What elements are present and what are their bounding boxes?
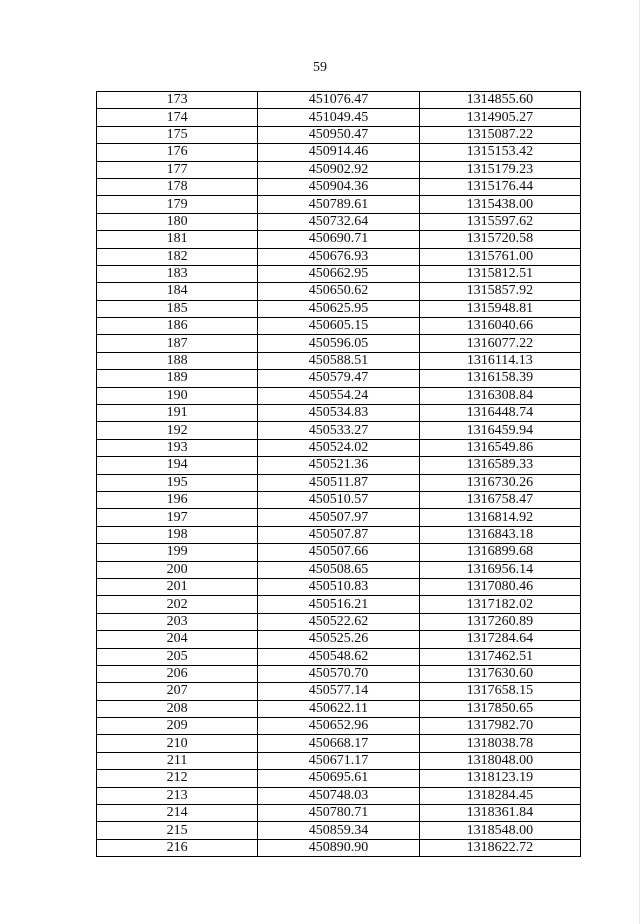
point-number-cell: 178 <box>97 178 258 195</box>
x-coordinate-cell: 451049.45 <box>258 109 419 126</box>
x-coordinate-cell: 450748.03 <box>258 787 419 804</box>
table-row <box>97 387 581 404</box>
point-number-cell: 187 <box>97 335 258 352</box>
x-coordinate-cell: 450516.21 <box>258 596 419 613</box>
table-row <box>97 491 581 508</box>
point-number-cell: 198 <box>97 526 258 543</box>
point-number-cell: 176 <box>97 144 258 161</box>
y-coordinate-cell: 1316730.26 <box>419 474 580 491</box>
point-number-cell: 181 <box>97 231 258 248</box>
x-coordinate-cell: 450521.36 <box>258 457 419 474</box>
table-row <box>97 805 581 822</box>
point-number-cell: 179 <box>97 196 258 213</box>
table-row <box>97 265 581 282</box>
point-number-cell: 183 <box>97 265 258 282</box>
table-row <box>97 109 581 126</box>
table-row <box>97 718 581 735</box>
y-coordinate-cell: 1316843.18 <box>419 526 580 543</box>
y-coordinate-cell: 1317080.46 <box>419 578 580 595</box>
point-number-cell: 204 <box>97 631 258 648</box>
point-number-cell: 216 <box>97 839 258 856</box>
y-coordinate-cell: 1317982.70 <box>419 718 580 735</box>
x-coordinate-cell: 450510.83 <box>258 578 419 595</box>
point-number-cell: 214 <box>97 805 258 822</box>
y-coordinate-cell: 1317260.89 <box>419 613 580 630</box>
table-row <box>97 544 581 561</box>
x-coordinate-cell: 450914.46 <box>258 144 419 161</box>
y-coordinate-cell: 1315087.22 <box>419 126 580 143</box>
point-number-cell: 177 <box>97 161 258 178</box>
y-coordinate-cell: 1316589.33 <box>419 457 580 474</box>
table-row <box>97 839 581 856</box>
table-row <box>97 770 581 787</box>
y-coordinate-cell: 1316158.39 <box>419 370 580 387</box>
table-row <box>97 370 581 387</box>
table-row <box>97 787 581 804</box>
x-coordinate-cell: 450676.93 <box>258 248 419 265</box>
y-coordinate-cell: 1316448.74 <box>419 405 580 422</box>
point-number-cell: 185 <box>97 300 258 317</box>
y-coordinate-cell: 1316114.13 <box>419 352 580 369</box>
x-coordinate-cell: 450902.92 <box>258 161 419 178</box>
table-row <box>97 457 581 474</box>
x-coordinate-cell: 450548.62 <box>258 648 419 665</box>
y-coordinate-cell: 1317284.64 <box>419 631 580 648</box>
point-number-cell: 173 <box>97 92 258 109</box>
table-row <box>97 665 581 682</box>
y-coordinate-cell: 1314905.27 <box>419 109 580 126</box>
table-row <box>97 596 581 613</box>
point-number-cell: 215 <box>97 822 258 839</box>
y-coordinate-cell: 1318123.19 <box>419 770 580 787</box>
x-coordinate-cell: 450588.51 <box>258 352 419 369</box>
x-coordinate-cell: 450859.34 <box>258 822 419 839</box>
table-row <box>97 144 581 161</box>
x-coordinate-cell: 450522.62 <box>258 613 419 630</box>
point-number-cell: 196 <box>97 491 258 508</box>
x-coordinate-cell: 450554.24 <box>258 387 419 404</box>
x-coordinate-cell: 450533.27 <box>258 422 419 439</box>
point-number-cell: 188 <box>97 352 258 369</box>
table-row <box>97 613 581 630</box>
table-row <box>97 213 581 230</box>
table-row <box>97 92 581 109</box>
point-number-cell: 192 <box>97 422 258 439</box>
x-coordinate-cell: 450534.83 <box>258 405 419 422</box>
x-coordinate-cell: 450690.71 <box>258 231 419 248</box>
point-number-cell: 208 <box>97 700 258 717</box>
y-coordinate-cell: 1318548.00 <box>419 822 580 839</box>
y-coordinate-cell: 1317850.65 <box>419 700 580 717</box>
table-row <box>97 526 581 543</box>
x-coordinate-cell: 451076.47 <box>258 92 419 109</box>
y-coordinate-cell: 1316899.68 <box>419 544 580 561</box>
y-coordinate-cell: 1315761.00 <box>419 248 580 265</box>
table-row <box>97 474 581 491</box>
y-coordinate-cell: 1316549.86 <box>419 439 580 456</box>
y-coordinate-cell: 1318038.78 <box>419 735 580 752</box>
point-number-cell: 184 <box>97 283 258 300</box>
table-row <box>97 631 581 648</box>
x-coordinate-cell: 450596.05 <box>258 335 419 352</box>
table-row <box>97 178 581 195</box>
table-row <box>97 578 581 595</box>
y-coordinate-cell: 1318361.84 <box>419 805 580 822</box>
y-coordinate-cell: 1316040.66 <box>419 318 580 335</box>
y-coordinate-cell: 1316459.94 <box>419 422 580 439</box>
x-coordinate-cell: 450904.36 <box>258 178 419 195</box>
x-coordinate-cell: 450890.90 <box>258 839 419 856</box>
x-coordinate-cell: 450508.65 <box>258 561 419 578</box>
coordinates-table-body <box>97 92 581 857</box>
y-coordinate-cell: 1315597.62 <box>419 213 580 230</box>
x-coordinate-cell: 450507.87 <box>258 526 419 543</box>
table-row <box>97 700 581 717</box>
x-coordinate-cell: 450789.61 <box>258 196 419 213</box>
point-number-cell: 200 <box>97 561 258 578</box>
table-row <box>97 126 581 143</box>
y-coordinate-cell: 1316308.84 <box>419 387 580 404</box>
page-number: 59 <box>313 60 327 75</box>
table-row <box>97 335 581 352</box>
y-coordinate-cell: 1315179.23 <box>419 161 580 178</box>
table-row <box>97 752 581 769</box>
table-row <box>97 283 581 300</box>
y-coordinate-cell: 1315438.00 <box>419 196 580 213</box>
point-number-cell: 201 <box>97 578 258 595</box>
x-coordinate-cell: 450525.26 <box>258 631 419 648</box>
point-number-cell: 211 <box>97 752 258 769</box>
point-number-cell: 205 <box>97 648 258 665</box>
point-number-cell: 213 <box>97 787 258 804</box>
x-coordinate-cell: 450652.96 <box>258 718 419 735</box>
table-row <box>97 509 581 526</box>
table-row <box>97 318 581 335</box>
y-coordinate-cell: 1315948.81 <box>419 300 580 317</box>
x-coordinate-cell: 450622.11 <box>258 700 419 717</box>
x-coordinate-cell: 450695.61 <box>258 770 419 787</box>
x-coordinate-cell: 450732.64 <box>258 213 419 230</box>
x-coordinate-cell: 450650.62 <box>258 283 419 300</box>
x-coordinate-cell: 450507.66 <box>258 544 419 561</box>
y-coordinate-cell: 1318622.72 <box>419 839 580 856</box>
table-row <box>97 231 581 248</box>
point-number-cell: 182 <box>97 248 258 265</box>
table-row <box>97 735 581 752</box>
x-coordinate-cell: 450950.47 <box>258 126 419 143</box>
table-row <box>97 300 581 317</box>
x-coordinate-cell: 450625.95 <box>258 300 419 317</box>
point-number-cell: 199 <box>97 544 258 561</box>
y-coordinate-cell: 1314855.60 <box>419 92 580 109</box>
point-number-cell: 202 <box>97 596 258 613</box>
table-row <box>97 196 581 213</box>
y-coordinate-cell: 1317182.02 <box>419 596 580 613</box>
x-coordinate-cell: 450579.47 <box>258 370 419 387</box>
y-coordinate-cell: 1315812.51 <box>419 265 580 282</box>
table-row <box>97 822 581 839</box>
y-coordinate-cell: 1317658.15 <box>419 683 580 700</box>
x-coordinate-cell: 450668.17 <box>258 735 419 752</box>
table-row <box>97 405 581 422</box>
point-number-cell: 180 <box>97 213 258 230</box>
point-number-cell: 206 <box>97 665 258 682</box>
y-coordinate-cell: 1318048.00 <box>419 752 580 769</box>
y-coordinate-cell: 1316956.14 <box>419 561 580 578</box>
x-coordinate-cell: 450510.57 <box>258 491 419 508</box>
point-number-cell: 190 <box>97 387 258 404</box>
table-row <box>97 352 581 369</box>
x-coordinate-cell: 450524.02 <box>258 439 419 456</box>
x-coordinate-cell: 450507.97 <box>258 509 419 526</box>
point-number-cell: 209 <box>97 718 258 735</box>
table-row <box>97 439 581 456</box>
y-coordinate-cell: 1317630.60 <box>419 665 580 682</box>
table-row <box>97 161 581 178</box>
y-coordinate-cell: 1315857.92 <box>419 283 580 300</box>
coordinates-table <box>96 91 581 857</box>
x-coordinate-cell: 450605.15 <box>258 318 419 335</box>
point-number-cell: 193 <box>97 439 258 456</box>
table-row <box>97 648 581 665</box>
point-number-cell: 186 <box>97 318 258 335</box>
y-coordinate-cell: 1316077.22 <box>419 335 580 352</box>
x-coordinate-cell: 450570.70 <box>258 665 419 682</box>
table-row <box>97 683 581 700</box>
point-number-cell: 174 <box>97 109 258 126</box>
point-number-cell: 175 <box>97 126 258 143</box>
point-number-cell: 197 <box>97 509 258 526</box>
point-number-cell: 189 <box>97 370 258 387</box>
point-number-cell: 212 <box>97 770 258 787</box>
point-number-cell: 210 <box>97 735 258 752</box>
y-coordinate-cell: 1316814.92 <box>419 509 580 526</box>
y-coordinate-cell: 1315176.44 <box>419 178 580 195</box>
x-coordinate-cell: 450780.71 <box>258 805 419 822</box>
x-coordinate-cell: 450511.87 <box>258 474 419 491</box>
y-coordinate-cell: 1315153.42 <box>419 144 580 161</box>
x-coordinate-cell: 450577.14 <box>258 683 419 700</box>
x-coordinate-cell: 450671.17 <box>258 752 419 769</box>
point-number-cell: 203 <box>97 613 258 630</box>
y-coordinate-cell: 1317462.51 <box>419 648 580 665</box>
point-number-cell: 195 <box>97 474 258 491</box>
table-row <box>97 248 581 265</box>
point-number-cell: 207 <box>97 683 258 700</box>
y-coordinate-cell: 1318284.45 <box>419 787 580 804</box>
x-coordinate-cell: 450662.95 <box>258 265 419 282</box>
table-row <box>97 422 581 439</box>
table-row <box>97 561 581 578</box>
y-coordinate-cell: 1315720.58 <box>419 231 580 248</box>
point-number-cell: 191 <box>97 405 258 422</box>
point-number-cell: 194 <box>97 457 258 474</box>
y-coordinate-cell: 1316758.47 <box>419 491 580 508</box>
